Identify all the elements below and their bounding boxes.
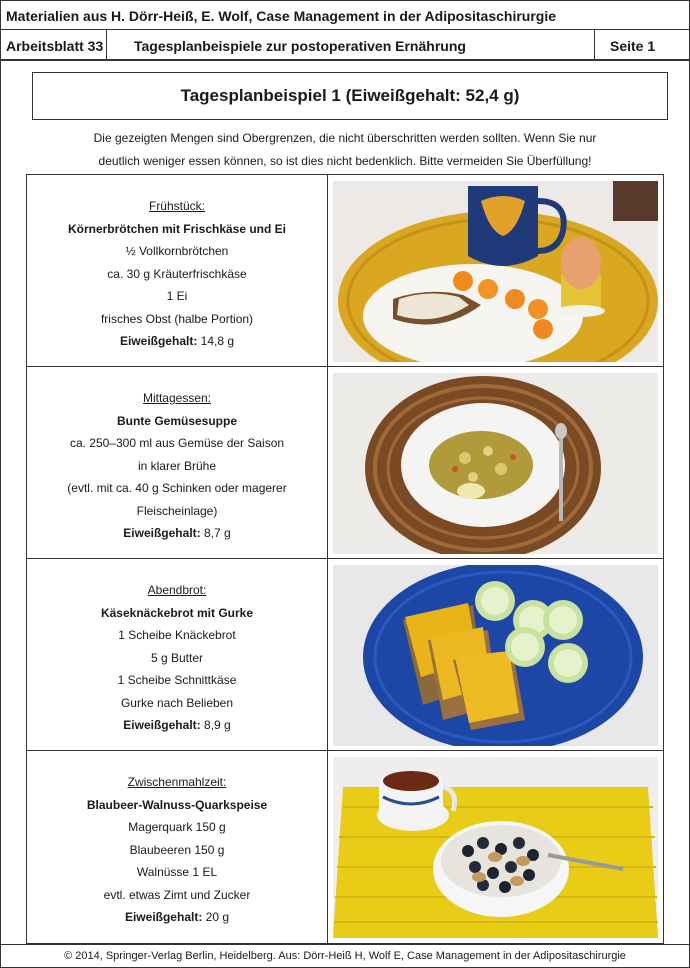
ingredient: evtl. etwas Zimt und Zucker bbox=[103, 887, 251, 902]
intro-line: Die gezeigten Mengen sind Obergrenzen, die nicht überschritten werden sollten. Wenn Sie nur bbox=[93, 131, 597, 145]
protein-label: Eiweißgehalt: bbox=[119, 334, 198, 348]
protein-content bbox=[27, 330, 327, 353]
page-number: Seite 1 bbox=[610, 38, 656, 54]
ingredient: in klarer Brühe bbox=[137, 458, 217, 473]
protein-value: 14,8 g bbox=[200, 334, 235, 348]
meal-description bbox=[27, 175, 328, 366]
protein-value: 8,7 g bbox=[203, 526, 231, 540]
ingredient: 1 Ei bbox=[166, 289, 188, 303]
snack-photo bbox=[333, 757, 658, 938]
sheet-number: Arbeitsblatt 33 bbox=[6, 38, 104, 54]
ingredient: ca. 250–300 ml aus Gemüse der Saison bbox=[69, 436, 285, 450]
protein-content bbox=[27, 906, 327, 929]
meal-description bbox=[27, 751, 328, 943]
ingredient: ½ Vollkornbrötchen bbox=[125, 244, 229, 258]
ingredient: Magerquark 150 g bbox=[128, 820, 226, 834]
ingredient: frisches Obst (halbe Portion) bbox=[100, 311, 254, 326]
meal-description bbox=[27, 559, 328, 750]
protein-label: Eiweißgehalt: bbox=[124, 910, 203, 924]
protein-content bbox=[27, 522, 327, 545]
ingredient: 5 g Butter bbox=[150, 650, 204, 665]
meal-row-dinner bbox=[27, 559, 663, 751]
meal-row-breakfast bbox=[27, 175, 663, 367]
breakfast-photo bbox=[333, 181, 658, 362]
sheet-topic: Tagesplanbeispiele zur postoperativen Ernährung bbox=[134, 38, 466, 54]
protein-label: Eiweißgehalt: bbox=[123, 526, 201, 540]
meal-name: Mittagessen: bbox=[142, 391, 212, 405]
meal-row-lunch bbox=[27, 367, 663, 559]
ingredient: ca. 30 g Kräuterfrischkäse bbox=[107, 266, 247, 281]
ingredient: (evtl. mit ca. 40 g Schinken oder magerer bbox=[67, 481, 287, 495]
dish-name: Blaubeer-Walnuss-Quarkspeise bbox=[86, 797, 268, 812]
protein-value: 8,9 g bbox=[203, 718, 231, 732]
ingredient: 1 Scheibe Schnittkäse bbox=[117, 673, 237, 687]
meal-row-snack bbox=[27, 751, 663, 943]
divider bbox=[106, 30, 107, 59]
dish-name: Käseknäckebrot mit Gurke bbox=[100, 605, 254, 620]
meal-description bbox=[27, 367, 328, 558]
meal-name: Zwischenmahlzeit: bbox=[127, 775, 227, 789]
dish-name: Bunte Gemüsesuppe bbox=[116, 413, 238, 428]
protein-content bbox=[27, 714, 327, 737]
protein-label: Eiweißgehalt: bbox=[123, 718, 201, 732]
ingredient: 1 Scheibe Knäckebrot bbox=[118, 628, 236, 642]
page-title: Tagesplanbeispiel 1 (Eiweißgehalt: 52,4 g) bbox=[32, 72, 668, 120]
dinner-photo bbox=[333, 565, 658, 746]
ingredient: Walnüsse 1 EL bbox=[136, 865, 218, 879]
lunch-photo bbox=[333, 373, 658, 554]
meal-name: Abendbrot: bbox=[147, 583, 207, 597]
worksheet-header bbox=[0, 30, 690, 61]
divider bbox=[594, 30, 595, 59]
copyright-footer: © 2014, Springer-Verlag Berlin, Heidelberg. Aus: Dörr-Heiß H, Wolf E, Case Management in der Adipositaschirurgie bbox=[0, 944, 690, 968]
source-header: Materialien aus H. Dörr-Heiß, E. Wolf, Case Management in der Adipositaschirurgie bbox=[0, 0, 690, 30]
ingredient: Fleischeinlage) bbox=[136, 503, 218, 518]
ingredient: Blaubeeren 150 g bbox=[129, 842, 225, 857]
dish-name: Körnerbrötchen mit Frischkäse und Ei bbox=[67, 221, 287, 236]
meal-name: Frühstück: bbox=[148, 199, 205, 213]
ingredient: Gurke nach Belieben bbox=[120, 695, 234, 710]
intro-text bbox=[40, 127, 650, 173]
meal-table bbox=[26, 174, 664, 944]
protein-value: 20 g bbox=[205, 910, 230, 924]
intro-line: deutlich weniger essen können, so ist dies nicht bedenklich. Bitte vermeiden Sie Überfüllung! bbox=[98, 154, 592, 168]
